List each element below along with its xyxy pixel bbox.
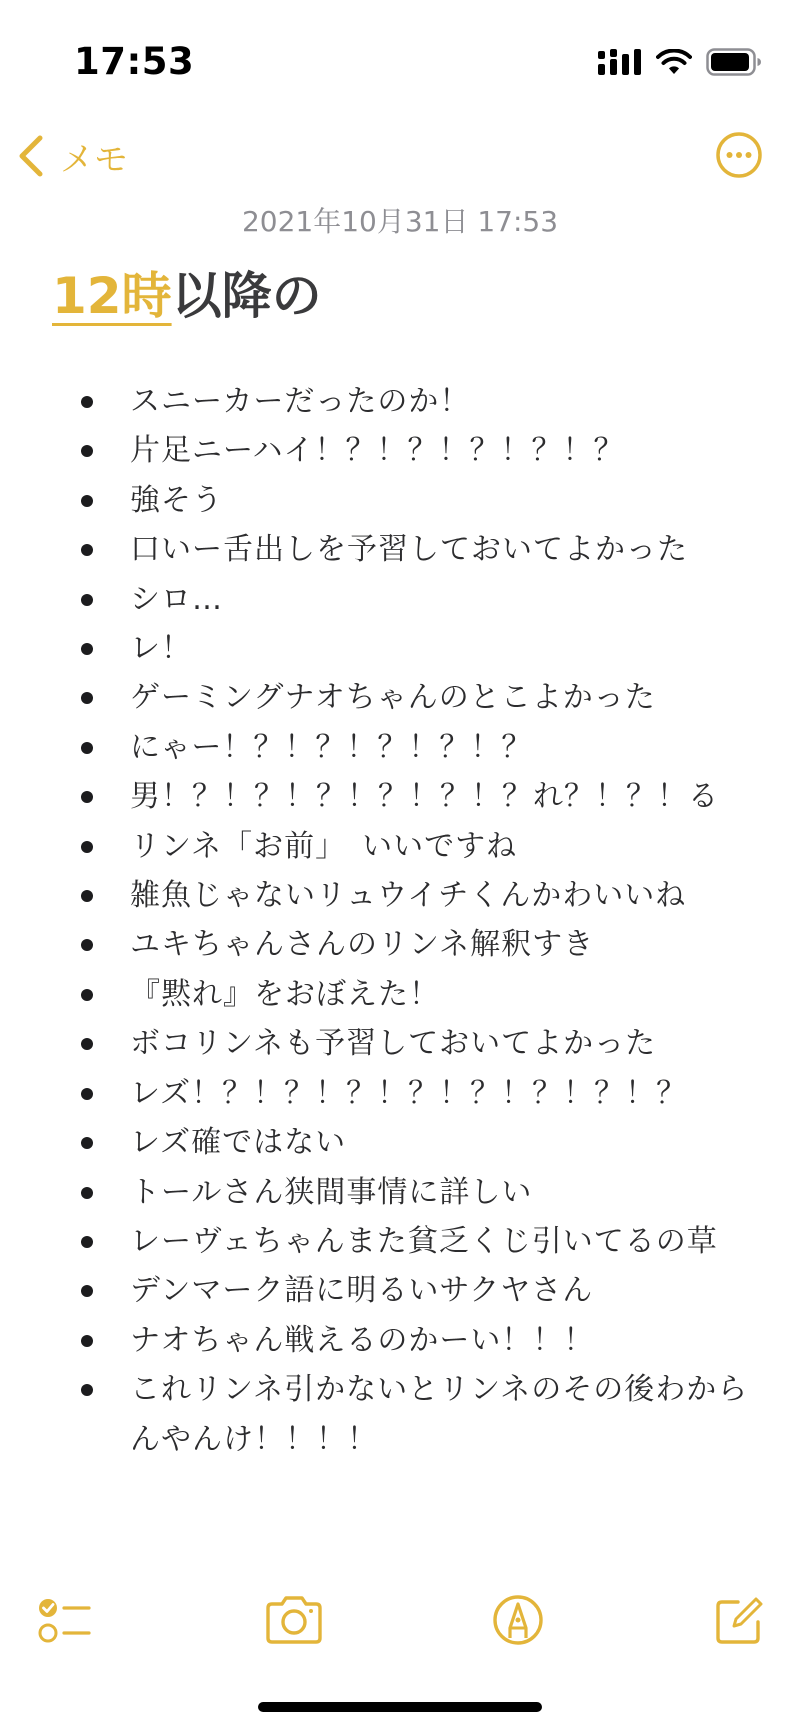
list-item	[0, 1266, 800, 1315]
title-date-link[interactable]: 12時	[52, 267, 172, 325]
note-title[interactable]	[52, 256, 322, 328]
list-item	[0, 1168, 800, 1217]
list-item	[0, 377, 800, 426]
list-item	[0, 723, 800, 772]
bullet-dot	[81, 445, 93, 457]
bullet-dot	[81, 1285, 93, 1297]
bullet-dot	[81, 1384, 93, 1396]
wifi-icon	[656, 49, 692, 75]
more-button[interactable]	[714, 130, 764, 180]
list-item	[0, 1316, 800, 1365]
bullet-dot	[81, 544, 93, 556]
list-item-text: ユキちゃんさんのリンネ解釈すき	[130, 927, 595, 963]
bullet-dot	[81, 594, 93, 606]
battery-icon	[706, 48, 762, 76]
list-item-text: レ！	[130, 631, 192, 667]
bullet-dot	[81, 1038, 93, 1050]
bullet-dot	[81, 1236, 93, 1248]
bullet-dot	[81, 841, 93, 853]
status-icons	[598, 44, 762, 80]
compose-icon	[708, 1590, 768, 1650]
navigation-bar	[0, 120, 800, 190]
list-item-text: 雑魚じゃないリュウイチくんかわいいね	[130, 878, 687, 914]
bullet-dot	[81, 692, 93, 704]
list-item	[0, 1019, 800, 1068]
back-button[interactable]	[16, 130, 128, 182]
list-item-text: トールさん狭間事情に詳しい	[130, 1174, 533, 1210]
pen-tip-icon	[488, 1590, 548, 1650]
list-item	[0, 970, 800, 1019]
bullet-dot	[81, 1137, 93, 1149]
status-bar	[0, 0, 800, 120]
list-item	[0, 871, 800, 920]
bullet-dot	[81, 791, 93, 803]
list-item-text: シロ…	[130, 581, 223, 617]
list-item-text: これリンネ引かないとリンネのその後わからんやんけ！！！！	[130, 1372, 749, 1457]
bullet-dot	[81, 396, 93, 408]
home-indicator[interactable]	[258, 1702, 542, 1712]
list-item	[0, 1365, 800, 1464]
list-item-text: 『黙れ』をおぼえた！	[130, 976, 440, 1012]
list-item-text: 強そう	[130, 482, 223, 518]
checklist-button[interactable]	[34, 1590, 94, 1650]
list-item-text: リンネ「お前」 いいですね	[130, 828, 518, 864]
bullet-dot	[81, 989, 93, 1001]
camera-icon	[262, 1590, 326, 1650]
list-item-text: ナオちゃん戦えるのかーい！！！	[130, 1322, 595, 1358]
checklist-icon	[34, 1590, 94, 1650]
bullet-dot	[81, 1187, 93, 1199]
list-item-text: レズ！？！？！？！？！？！？！？！？	[130, 1075, 688, 1111]
list-item-text: レーヴェちゃんまた貧乏くじ引いてるの草	[130, 1223, 718, 1259]
list-item	[0, 920, 800, 969]
list-item-text: 男！？！？！？！？！？！？れ？！？！る	[130, 779, 719, 815]
list-item-text: ボコリンネも予習しておいてよかった	[130, 1026, 657, 1062]
title-text: 以降の	[171, 267, 322, 325]
bullet-dot	[81, 890, 93, 902]
list-item-text: ゲーミングナオちゃんのとこよかった	[130, 680, 656, 716]
list-item	[0, 1118, 800, 1167]
list-item-text: 口いー舌出しを予習しておいてよかった	[130, 532, 688, 568]
cellular-signal-icon	[598, 49, 642, 75]
list-item	[0, 426, 800, 475]
bullet-dot	[81, 495, 93, 507]
list-item-text: スニーカーだったのか！	[130, 384, 471, 419]
camera-button[interactable]	[262, 1590, 326, 1650]
list-item	[0, 772, 800, 821]
list-item	[0, 575, 800, 624]
compose-button[interactable]	[708, 1590, 768, 1650]
bullet-dot	[81, 643, 93, 655]
list-item-text: 片足ニーハイ！？！？！？！？！？	[130, 433, 625, 469]
bottom-toolbar	[0, 1580, 800, 1660]
note-timestamp: 2021年10月31日 17:53	[241, 205, 559, 238]
bullet-dot	[81, 1088, 93, 1100]
list-item	[0, 525, 800, 574]
back-label: メモ	[60, 139, 128, 180]
list-item	[0, 822, 800, 871]
list-item	[0, 673, 800, 722]
ellipsis-circle-icon	[714, 130, 764, 180]
status-time: 17:53	[74, 40, 195, 83]
bullet-list[interactable]	[0, 377, 800, 1464]
bullet-dot	[81, 939, 93, 951]
markup-button[interactable]	[488, 1590, 548, 1650]
list-item-text: レズ確ではない	[130, 1125, 347, 1161]
list-item-text: デンマーク語に明るいサクヤさん	[130, 1273, 594, 1309]
list-item	[0, 476, 800, 525]
list-item	[0, 1069, 800, 1118]
list-item	[0, 624, 800, 673]
bullet-dot	[81, 1335, 93, 1347]
bullet-dot	[81, 742, 93, 754]
list-item	[0, 1217, 800, 1266]
list-item-text: にゃー！？！？！？！？！？	[130, 729, 533, 765]
chevron-left-icon	[16, 134, 46, 178]
